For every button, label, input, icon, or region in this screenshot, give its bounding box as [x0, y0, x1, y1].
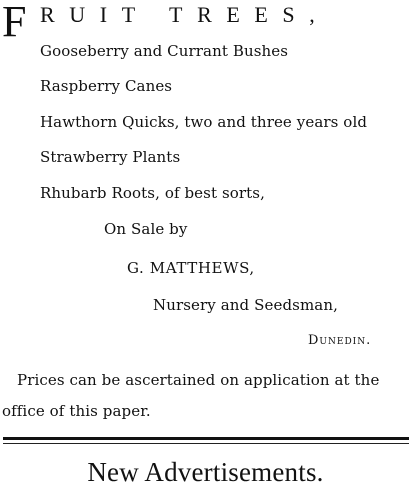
advertisement-headline: RUIT TREES,: [40, 2, 330, 27]
drop-cap-letter: F: [2, 0, 27, 46]
section-title: New Advertisements.: [87, 457, 324, 487]
divider-thin: [3, 443, 409, 444]
merchant-name: G. MATTHEWS,: [127, 259, 255, 277]
divider-thick: [3, 437, 409, 440]
list-item: Strawberry Plants: [40, 148, 181, 166]
merchant-title: Nursery and Seedsman,: [153, 296, 338, 314]
list-item: Rhubarb Roots, of best sorts,: [40, 184, 265, 202]
prices-notice-line-2: office of this paper.: [2, 402, 151, 420]
on-sale-text: On Sale by: [104, 220, 188, 238]
merchant-location: Dunedin.: [308, 333, 372, 348]
prices-notice-line-1: Prices can be ascertained on application at the: [17, 371, 380, 389]
list-item: Gooseberry and Currant Bushes: [40, 42, 289, 60]
list-item: Hawthorn Quicks, two and three years old: [40, 113, 368, 131]
list-item: Raspberry Canes: [40, 77, 173, 95]
